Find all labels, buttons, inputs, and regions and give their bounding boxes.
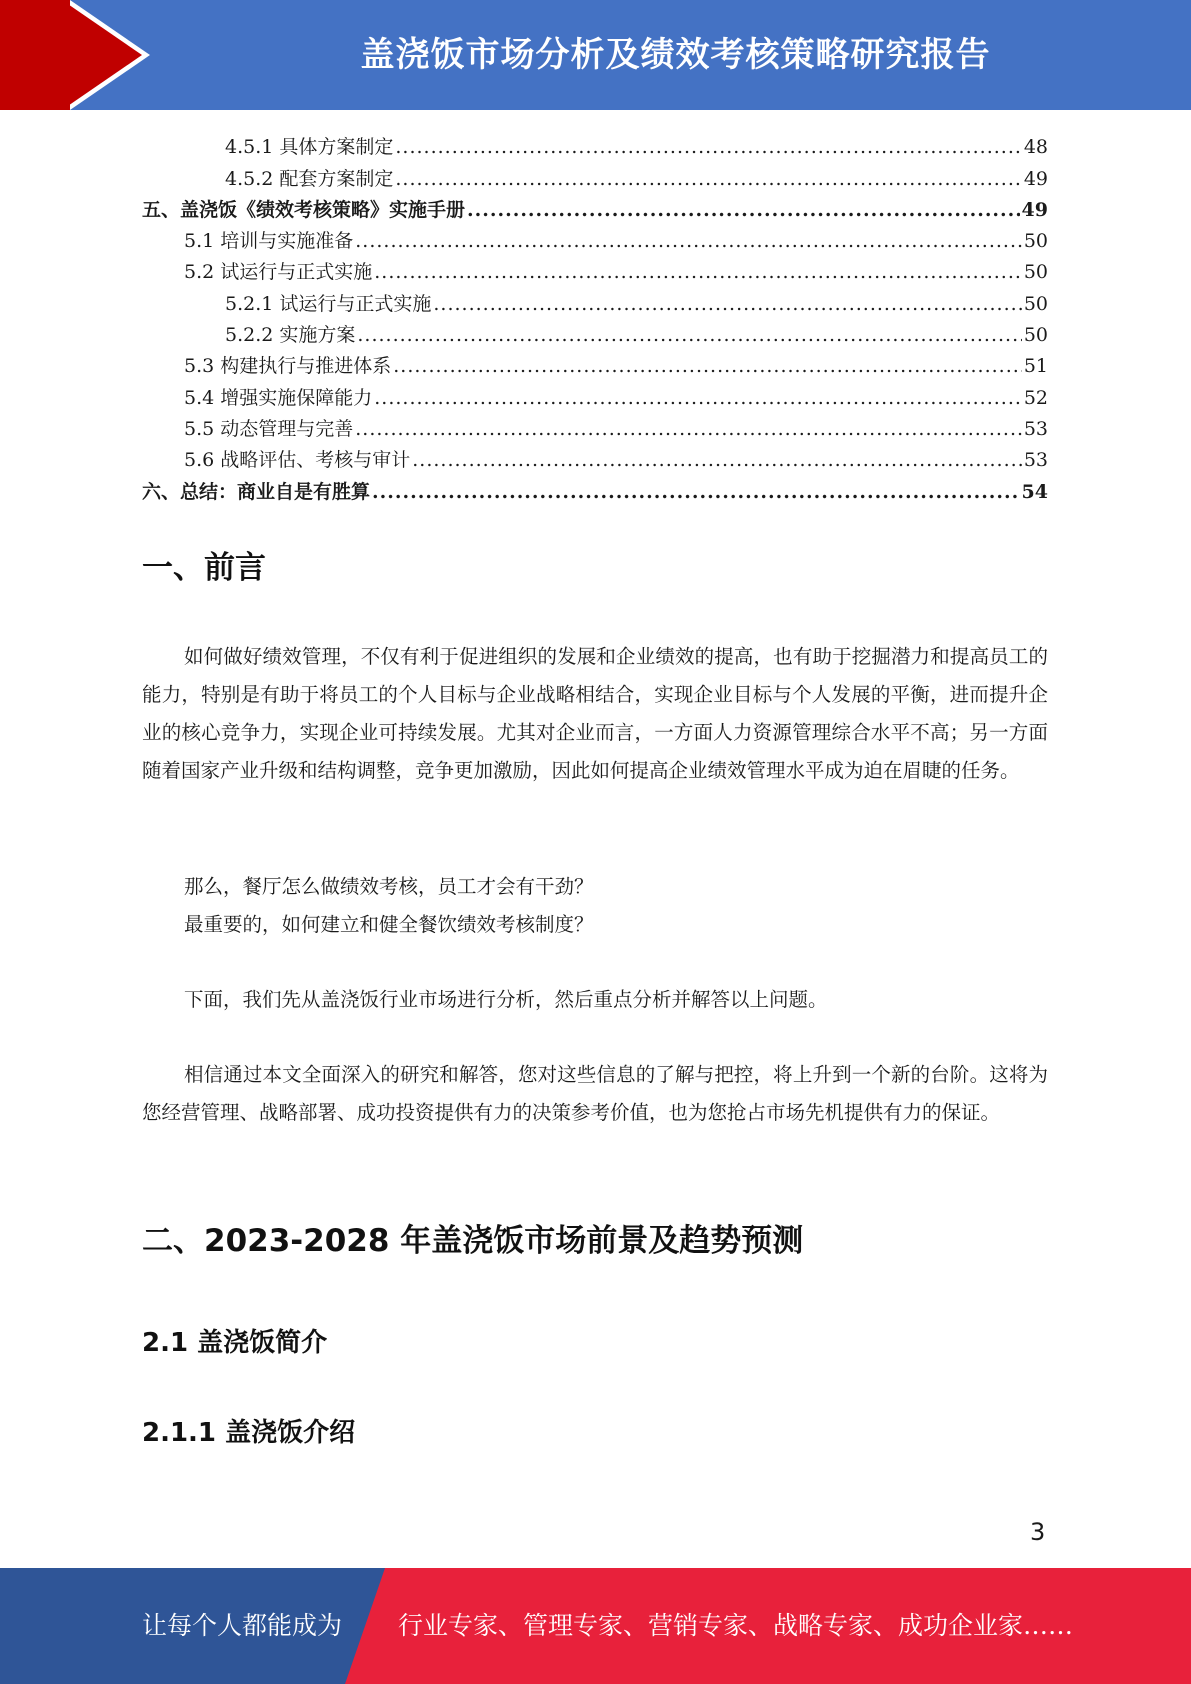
toc-entry-text: 六、总结：商业自是有胜算 — [142, 480, 371, 503]
toc-dot-leader — [357, 323, 1021, 347]
preface-paragraph-2: 下面，我们先从盖浇饭行业市场进行分析，然后重点分析并解答以上问题。 — [184, 988, 828, 1011]
toc-page-number: 53 — [1023, 449, 1048, 472]
toc-entry-chapter-6[interactable] — [142, 472, 1048, 503]
toc-page-number: 52 — [1023, 386, 1048, 409]
page-header — [0, 0, 1191, 110]
toc-entry-text: 4.5.1 具体方案制定 — [225, 136, 394, 159]
toc-entry-4-5-1[interactable] — [142, 128, 1048, 159]
toc-dot-leader — [355, 229, 1022, 253]
toc-page-number: 48 — [1023, 136, 1048, 159]
toc-page-number: 49 — [1021, 198, 1048, 221]
subsection-heading-2-1-1: 2.1.1 盖浇饭介绍 — [142, 1418, 356, 1448]
toc-dot-leader — [395, 135, 1021, 159]
toc-entry-text: 五、盖浇饭《绩效考核策略》实施手册 — [142, 198, 466, 221]
toc-dot-leader — [467, 198, 1020, 222]
page-footer — [0, 1568, 1191, 1684]
preface-question-2: 最重要的，如何建立和健全餐饮绩效考核制度？ — [184, 913, 594, 936]
toc-entry-5-2-2[interactable] — [142, 316, 1048, 347]
page-number: 3 — [1030, 1518, 1046, 1546]
report-title: 盖浇饭市场分析及绩效考核策略研究报告 — [360, 35, 991, 75]
toc-entry-5-1[interactable] — [142, 222, 1048, 253]
toc-entry-text: 5.3 构建执行与推进体系 — [184, 355, 392, 378]
toc-page-number: 51 — [1023, 355, 1048, 378]
toc-entry-5-3[interactable] — [142, 347, 1048, 378]
toc-entry-5-2[interactable] — [142, 253, 1048, 284]
toc-dot-leader — [372, 480, 1020, 504]
toc-dot-leader — [433, 292, 1021, 316]
subsection-heading-2-1: 2.1 盖浇饭简介 — [142, 1328, 328, 1358]
toc-page-number: 53 — [1023, 417, 1048, 440]
toc-entry-5-4[interactable] — [142, 378, 1048, 409]
toc-dot-leader — [374, 386, 1022, 410]
toc-page-number: 50 — [1023, 292, 1048, 315]
footer-slogan-left: 让每个人都能成为 — [142, 1611, 343, 1640]
header-chevron-red — [62, 0, 142, 110]
toc-entry-4-5-2[interactable] — [142, 159, 1048, 190]
toc-entry-text: 5.5 动态管理与完善 — [184, 417, 354, 440]
toc-entry-text: 4.5.2 配套方案制定 — [225, 167, 394, 190]
header-red-block — [0, 0, 70, 110]
toc-page-number: 54 — [1021, 480, 1048, 503]
toc-dot-leader — [355, 417, 1022, 441]
section-heading-market-forecast: 二、2023-2028 年盖浇饭市场前景及趋势预测 — [142, 1223, 804, 1259]
toc-page-number: 50 — [1023, 324, 1048, 347]
section-heading-preface: 一、前言 — [142, 550, 266, 586]
toc-dot-leader — [395, 167, 1021, 191]
preface-paragraph-3: 相信通过本文全面深入的研究和解答，您对这些信息的了解与把控，将上升到一个新的台阶。这将为您经营管理、战略部署、成功投资提供有力的决策参考价值，也为您抢占市场先机提供有力的保证。 — [142, 1063, 1048, 1124]
toc-entry-text: 5.4 增强实施保障能力 — [184, 386, 373, 409]
toc-page-number: 50 — [1023, 261, 1048, 284]
toc-page-number: 50 — [1023, 230, 1048, 253]
toc-entry-chapter-5[interactable] — [142, 191, 1048, 222]
toc-entry-text: 5.2 试运行与正式实施 — [184, 261, 373, 284]
preface-paragraph-1: 如何做好绩效管理，不仅有利于促进组织的发展和企业绩效的提高，也有助于挖掘潜力和提高员工的能力，特别是有助于将员工的个人目标与企业战略相结合，实现企业目标与个人发展的平衡，进而提升企业的核心竞争力，实现企业可持续发展。尤其对企业而言，一方面人力资源管理综合水平不高；另一方面随着国家产业升级和结构调整，竞争更加激励，因此如何提高企业绩效管理水平成为迫在眉睫的任务。 — [142, 645, 1048, 782]
preface-question-1: 那么，餐厅怎么做绩效考核，员工才会有干劲？ — [184, 875, 594, 898]
toc-entry-5-5[interactable] — [142, 410, 1048, 441]
toc-entry-text: 5.2.1 试运行与正式实施 — [225, 292, 432, 315]
toc-entry-text: 5.2.2 实施方案 — [225, 324, 356, 347]
table-of-contents — [142, 128, 1048, 504]
toc-entry-5-2-1[interactable] — [142, 284, 1048, 315]
toc-dot-leader — [393, 354, 1022, 378]
toc-entry-5-6[interactable] — [142, 441, 1048, 472]
toc-dot-leader — [412, 448, 1022, 472]
toc-entry-text: 5.1 培训与实施准备 — [184, 230, 354, 253]
toc-page-number: 49 — [1023, 167, 1048, 190]
toc-entry-text: 5.6 战略评估、考核与审计 — [184, 449, 411, 472]
footer-slogan-right: 行业专家、管理专家、营销专家、战略专家、成功企业家…… — [398, 1611, 1074, 1640]
toc-dot-leader — [374, 260, 1022, 284]
